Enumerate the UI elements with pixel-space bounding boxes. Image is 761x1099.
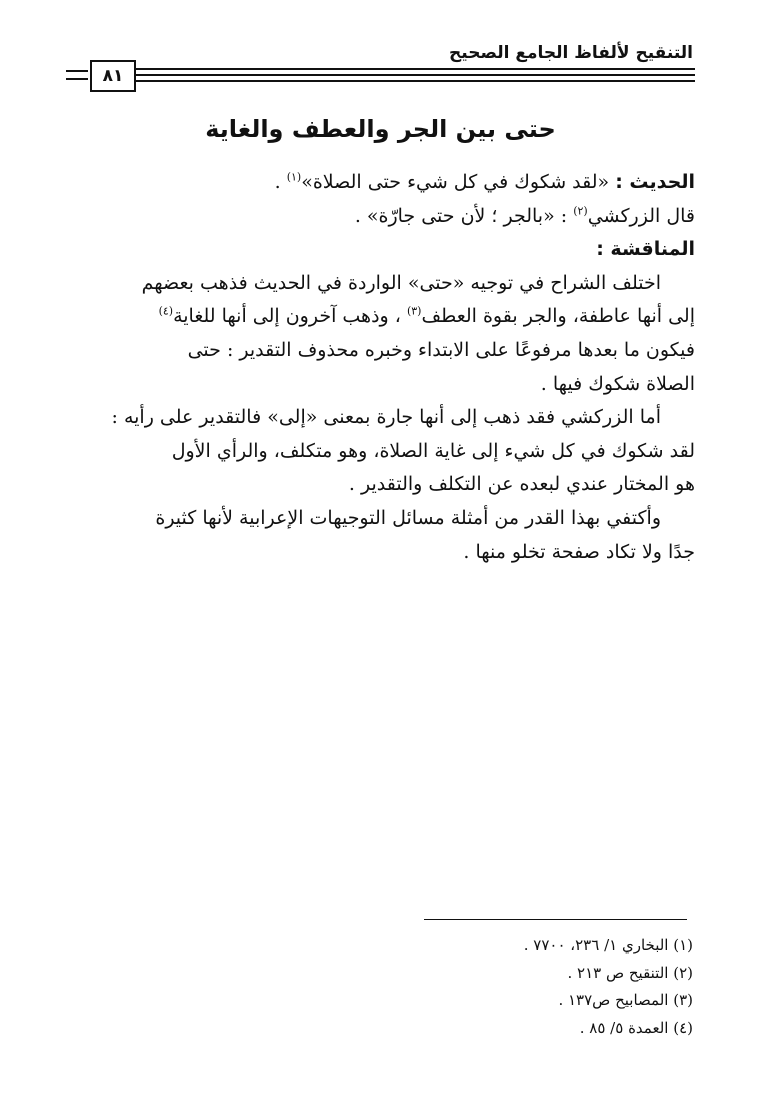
footnote: (٢) التنقيح ص ٢١٣ . <box>567 963 693 982</box>
footnote-ref[interactable]: (٣) <box>406 305 422 319</box>
header-rule <box>136 68 695 70</box>
hadith-label: الحديث : <box>615 171 695 193</box>
footnote-separator <box>424 919 687 920</box>
hadith-line <box>64 166 695 200</box>
page-number: ٨١ <box>90 60 136 92</box>
zarkashi-line <box>64 200 695 234</box>
paragraph-line: فيكون ما بعدها مرفوعًا على الابتداء وخبره محذوف التقدير : حتى <box>187 338 695 361</box>
header-rule <box>136 74 695 76</box>
section-title: حتى بين الجر والعطف والغاية <box>205 115 556 143</box>
footnote-ref[interactable]: (٤) <box>158 305 174 319</box>
text-span: ، وذهب آخرون إلى أنها للغاية <box>173 305 407 328</box>
text-span: إلى أنها عاطفة، والجر بقوة العطف <box>421 305 695 328</box>
discussion-label: المناقشة : <box>596 238 695 261</box>
paragraph-line: وأكتفي بهذا القدر من أمثلة مسائل التوجيهات الإعرابية لأنها كثيرة <box>155 506 661 529</box>
paragraph-line: جدًا ولا تكاد صفحة تخلو منها . <box>463 540 695 563</box>
zarkashi-text-before: قال الزركشي <box>587 204 695 227</box>
paragraph-line <box>64 300 695 334</box>
footnote: (٣) المصابيح ص١٣٧ . <box>558 991 693 1009</box>
discussion-heading <box>64 233 695 267</box>
paragraph-line: أما الزركشي فقد ذهب إلى أنها جارة بمعنى «إلى» فالتقدير على رأيه : <box>111 406 661 429</box>
paragraph <box>64 502 695 569</box>
body-text <box>64 166 695 569</box>
hadith-text: «لقد شكوك في كل شيء حتى الصلاة» <box>301 171 610 193</box>
hadith-end: . <box>274 171 287 193</box>
header-rule <box>136 80 695 82</box>
paragraph-line: لقد شكوك في كل شيء إلى غاية الصلاة، وهو متكلف، والرأي الأول <box>171 439 695 462</box>
header-rule-left <box>66 78 88 80</box>
footnote: (٤) العمدة ٥/ ٨٥ . <box>579 1018 693 1037</box>
zarkashi-text-after: : «بالجر ؛ لأن حتى جارّة» . <box>354 204 574 227</box>
footnote-ref[interactable]: (١) <box>286 170 302 184</box>
paragraph-line: الصلاة شكوك فيها . <box>540 372 695 395</box>
running-title: التنقيح لألفاظ الجامع الصحيح <box>449 43 693 63</box>
footnote: (١) البخاري ١/ ٢٣٦، ٧٧٠٠ . <box>523 936 693 954</box>
paragraph-line: اختلف الشراح في توجيه «حتى» الواردة في الحديث فذهب بعضهم <box>141 271 661 294</box>
paragraph-line: هو المختار عندي لبعده عن التكلف والتقدير . <box>348 473 695 496</box>
paragraph <box>64 401 695 502</box>
footnote-ref[interactable]: (٢) <box>573 204 588 218</box>
paragraph <box>64 267 695 401</box>
header-rule-left <box>66 70 88 72</box>
footnotes <box>293 932 693 1042</box>
